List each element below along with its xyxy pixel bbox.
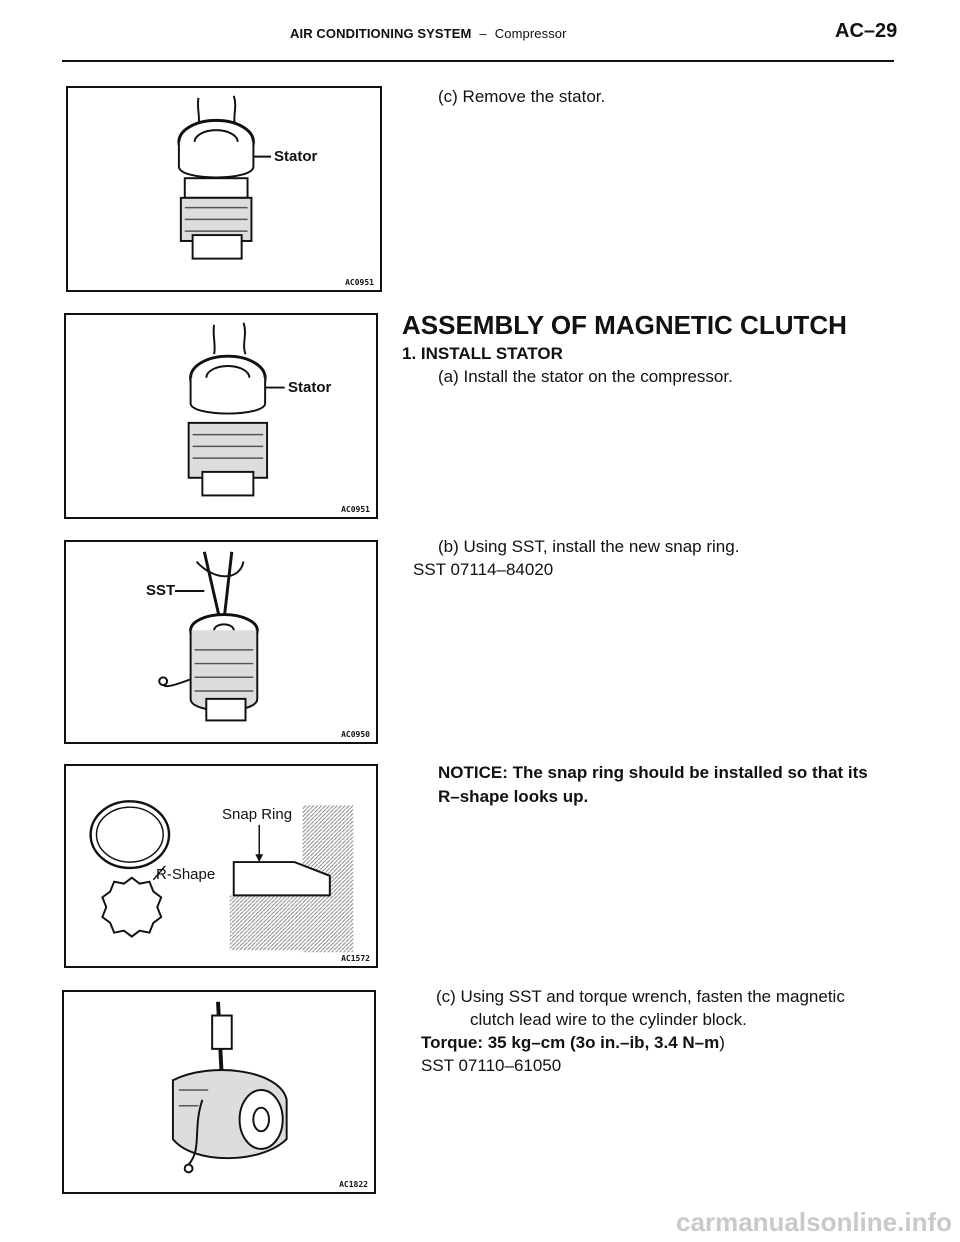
torque-close-paren: ) bbox=[719, 1033, 725, 1052]
notice-line-2: R–shape looks up. bbox=[438, 787, 589, 806]
compressor-stator-illustration bbox=[68, 88, 380, 290]
step-1c-line-2: clutch lead wire to the cylinder block. bbox=[470, 1010, 747, 1029]
compressor-torque-wrench-illustration bbox=[64, 992, 374, 1192]
step-c-remove: (c) Remove the stator. bbox=[438, 87, 606, 106]
step-1-heading: 1. INSTALL STATOR bbox=[402, 344, 563, 363]
page-number: AC–29 bbox=[835, 20, 898, 42]
header-subsection: Compressor bbox=[494, 26, 567, 41]
torque-spec bbox=[421, 1032, 725, 1054]
label-stator: Stator bbox=[288, 379, 332, 396]
figure-snap-ring-sst bbox=[64, 540, 378, 744]
step-1b: (b) Using SST, install the new snap ring. bbox=[438, 537, 740, 556]
label-sst: SST bbox=[146, 582, 176, 599]
label-snap-ring: Snap Ring bbox=[222, 806, 293, 823]
header-section: AIR CONDITIONING SYSTEM bbox=[290, 26, 472, 41]
header-rule bbox=[62, 60, 894, 62]
figure-code: AC0951 bbox=[341, 505, 370, 514]
figure-code: AC0950 bbox=[341, 730, 370, 739]
figure-code: AC1572 bbox=[341, 954, 370, 963]
notice-line-1: NOTICE: The snap ring should be installed so that its bbox=[438, 763, 868, 782]
step-1c-line-1: (c) Using SST and torque wrench, fasten the magnetic bbox=[436, 987, 845, 1006]
running-header bbox=[290, 26, 567, 41]
snap-ring-diagram bbox=[66, 766, 376, 966]
figure-lead-wire bbox=[62, 990, 376, 1194]
watermark: carmanualsonline.info bbox=[676, 1207, 952, 1237]
compressor-stator-illustration bbox=[66, 315, 376, 517]
figure-code: AC0951 bbox=[345, 278, 374, 287]
torque-value: Torque: 35 kg–cm (3o in.–ib, 3.4 N–m bbox=[421, 1033, 720, 1052]
figure-snap-ring-r-shape bbox=[64, 764, 378, 968]
sst-number-2: SST 07110–61050 bbox=[421, 1056, 562, 1075]
figure-stator-remove bbox=[66, 86, 382, 292]
section-title: ASSEMBLY OF MAGNETIC CLUTCH bbox=[402, 310, 847, 340]
sst-number-1: SST 07114–84020 bbox=[413, 560, 554, 579]
figure-stator-install bbox=[64, 313, 378, 519]
label-stator: Stator bbox=[274, 148, 318, 165]
step-1a: (a) Install the stator on the compressor. bbox=[438, 367, 733, 386]
snap-ring-pliers-illustration bbox=[66, 542, 376, 742]
label-r-shape: R-Shape bbox=[156, 866, 216, 883]
header-dash: – bbox=[479, 26, 487, 41]
figure-code: AC1822 bbox=[339, 1180, 368, 1189]
